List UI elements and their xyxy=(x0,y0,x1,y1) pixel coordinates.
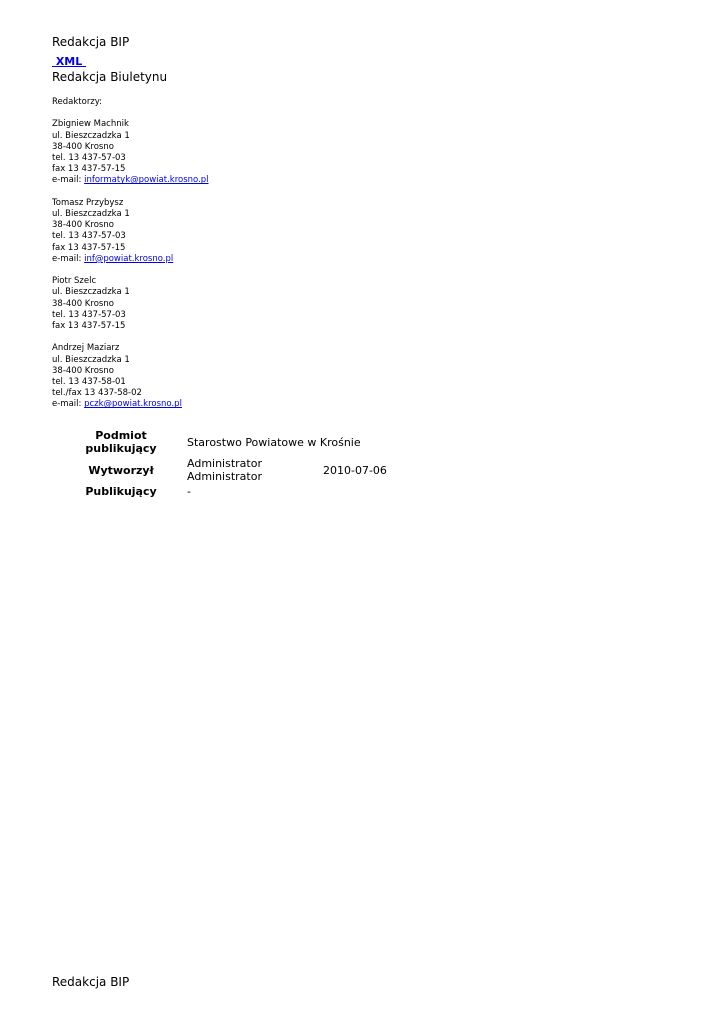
metadata-row-publisher xyxy=(58,428,390,456)
editor-email-line xyxy=(52,399,209,410)
editor-city: 38-400 Krosno xyxy=(52,365,114,376)
email-prefix: e-mail: xyxy=(52,175,85,186)
publisher-value: Starostwo Powiatowe w Krośnie xyxy=(187,435,361,449)
editor-name: Zbigniew Machnik xyxy=(52,119,129,130)
editors-intro: Redaktorzy: xyxy=(52,97,103,107)
editor-street: ul. Bieszczadzka 1 xyxy=(52,130,130,141)
email-link[interactable]: informatyk@powiat.krosno.pl xyxy=(84,175,209,186)
email-prefix: e-mail: xyxy=(52,253,85,264)
metadata-row-published xyxy=(58,484,390,499)
page-header-title: Redakcja BIP xyxy=(52,35,130,49)
editor-email-line xyxy=(52,175,209,186)
document-title: Redakcja Biuletynu xyxy=(52,70,168,84)
editor-entry-2 xyxy=(52,198,209,265)
created-date: 2010-07-06 xyxy=(323,463,387,477)
metadata-row-created xyxy=(58,456,390,484)
editor-fax: fax 13 437-57-15 xyxy=(52,164,126,175)
editor-city: 38-400 Krosno xyxy=(52,298,114,309)
published-value: - xyxy=(187,485,191,498)
editor-tel: tel. 13 437-57-03 xyxy=(52,309,126,320)
editor-entry-3 xyxy=(52,276,209,332)
email-prefix: e-mail: xyxy=(52,399,85,410)
editor-street: ul. Bieszczadzka 1 xyxy=(52,287,130,298)
editor-fax: fax 13 437-57-15 xyxy=(52,321,126,332)
page-footer-title: Redakcja BIP xyxy=(52,975,130,989)
editor-entry-4 xyxy=(52,343,209,410)
editor-name: Tomasz Przybysz xyxy=(52,197,124,208)
editor-tel: tel. 13 437-57-03 xyxy=(52,231,126,242)
created-label: Wytworzył xyxy=(88,463,154,477)
editor-name: Piotr Szelc xyxy=(52,276,97,287)
created-by-line1: Administrator xyxy=(187,457,262,470)
editor-city: 38-400 Krosno xyxy=(52,141,114,152)
editor-city: 38-400 Krosno xyxy=(52,220,114,231)
editor-fax: fax 13 437-57-15 xyxy=(52,242,126,253)
created-by-line2: Administrator xyxy=(187,470,262,483)
editor-street: ul. Bieszczadzka 1 xyxy=(52,209,130,219)
editor-street: ul. Bieszczadzka 1 xyxy=(52,354,130,365)
publisher-label: Podmiot publikujący xyxy=(85,429,157,455)
xml-link[interactable]: XML xyxy=(52,55,87,68)
document-content xyxy=(52,97,209,411)
editor-tel: tel. 13 437-58-01 xyxy=(52,377,126,388)
editor-name: Andrzej Maziarz xyxy=(52,343,120,354)
published-label: Publikujący xyxy=(85,485,157,498)
metadata-table xyxy=(58,428,390,499)
editor-email-line xyxy=(52,254,209,265)
editor-entry-1 xyxy=(52,119,209,186)
created-by xyxy=(184,456,265,484)
email-link[interactable]: inf@powiat.krosno.pl xyxy=(84,253,174,264)
editor-tel: tel. 13 437-57-03 xyxy=(52,153,126,163)
editor-fax: tel./fax 13 437-58-02 xyxy=(52,388,142,399)
email-link[interactable]: pczk@powiat.krosno.pl xyxy=(84,399,182,410)
